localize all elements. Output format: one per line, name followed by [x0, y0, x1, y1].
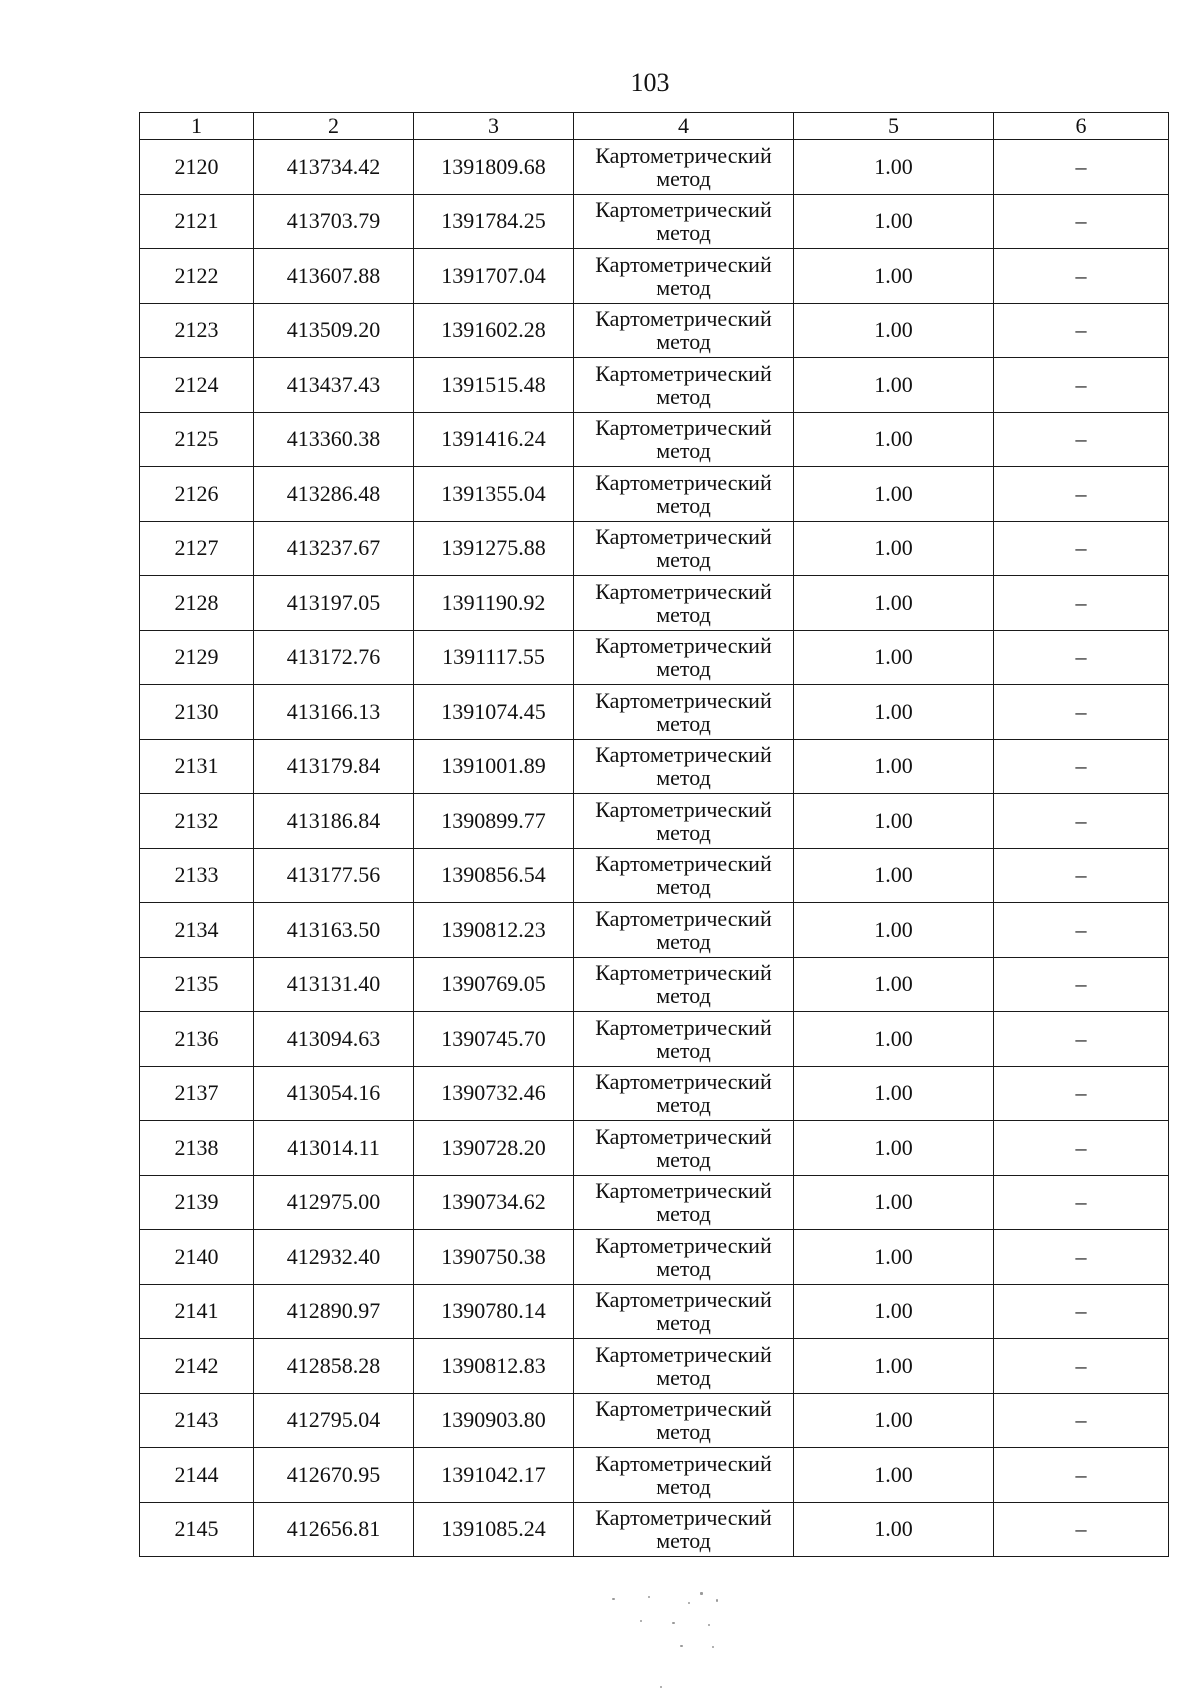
method-line-1: Картометрический: [595, 197, 772, 223]
method-cell: [574, 303, 794, 358]
note-cell: –: [994, 358, 1169, 413]
point-number-cell: 2138: [140, 1121, 254, 1176]
method-line-1: Картометрический: [595, 142, 772, 168]
method-line-1: Картометрический: [595, 1232, 772, 1258]
accuracy-value-cell: 1.00: [794, 1066, 994, 1121]
scan-speck: [672, 1622, 675, 1624]
method-cell: [574, 358, 794, 413]
method-cell: [574, 1012, 794, 1067]
x-coordinate-cell: 413237.67: [254, 521, 414, 576]
x-coordinate-cell: 413163.50: [254, 903, 414, 958]
accuracy-value-cell: 1.00: [794, 1012, 994, 1067]
method-cell: [574, 1284, 794, 1339]
note-cell: –: [994, 140, 1169, 195]
accuracy-value-cell: 1.00: [794, 1448, 994, 1503]
point-number-cell: 2122: [140, 249, 254, 304]
note-cell: –: [994, 1175, 1169, 1230]
note-cell: –: [994, 467, 1169, 522]
column-header-3: 3: [414, 113, 574, 140]
accuracy-value-cell: 1.00: [794, 794, 994, 849]
y-coordinate-cell: 1390769.05: [414, 957, 574, 1012]
method-line-1: Картометрический: [595, 960, 772, 986]
column-header-5: 5: [794, 113, 994, 140]
method-cell: [574, 412, 794, 467]
point-number-cell: 2134: [140, 903, 254, 958]
point-number-cell: 2125: [140, 412, 254, 467]
method-line-2: метод: [656, 1419, 711, 1445]
table-row: [140, 467, 1169, 522]
x-coordinate-cell: 413172.76: [254, 630, 414, 685]
method-line-2: метод: [656, 1255, 711, 1281]
x-coordinate-cell: 413014.11: [254, 1121, 414, 1176]
y-coordinate-cell: 1391042.17: [414, 1448, 574, 1503]
method-line-2: метод: [656, 220, 711, 246]
method-line-1: Картометрический: [595, 578, 772, 604]
scan-speck: [688, 1602, 690, 1604]
note-cell: –: [994, 1393, 1169, 1448]
note-cell: –: [994, 1502, 1169, 1557]
accuracy-value-cell: 1.00: [794, 576, 994, 631]
method-line-2: метод: [656, 928, 711, 954]
method-line-2: метод: [656, 656, 711, 682]
y-coordinate-cell: 1390728.20: [414, 1121, 574, 1176]
y-coordinate-cell: 1391074.45: [414, 685, 574, 740]
method-cell: [574, 521, 794, 576]
method-line-1: Картометрический: [595, 1287, 772, 1313]
method-cell: [574, 1230, 794, 1285]
table-row: [140, 1448, 1169, 1503]
method-cell: [574, 685, 794, 740]
scan-speck: [716, 1599, 718, 1602]
y-coordinate-cell: 1391275.88: [414, 521, 574, 576]
method-line-1: Картометрический: [595, 306, 772, 332]
x-coordinate-cell: 413131.40: [254, 957, 414, 1012]
x-coordinate-cell: 413734.42: [254, 140, 414, 195]
table-row: [140, 1175, 1169, 1230]
point-number-cell: 2133: [140, 848, 254, 903]
accuracy-value-cell: 1.00: [794, 739, 994, 794]
scan-speck: [708, 1624, 710, 1626]
method-line-1: Картометрический: [595, 1014, 772, 1040]
accuracy-value-cell: 1.00: [794, 521, 994, 576]
x-coordinate-cell: 412975.00: [254, 1175, 414, 1230]
method-line-2: метод: [656, 1364, 711, 1390]
method-line-1: Картометрический: [595, 1123, 772, 1149]
method-cell: [574, 1121, 794, 1176]
scan-speck: [712, 1646, 714, 1648]
method-cell: [574, 467, 794, 522]
table-row: [140, 412, 1169, 467]
note-cell: –: [994, 1012, 1169, 1067]
table-row: [140, 685, 1169, 740]
method-line-2: метод: [656, 1146, 711, 1172]
point-number-cell: 2137: [140, 1066, 254, 1121]
method-cell: [574, 903, 794, 958]
method-line-2: метод: [656, 383, 711, 409]
method-cell: [574, 1339, 794, 1394]
accuracy-value-cell: 1.00: [794, 1339, 994, 1394]
y-coordinate-cell: 1390750.38: [414, 1230, 574, 1285]
method-cell: [574, 957, 794, 1012]
x-coordinate-cell: 413509.20: [254, 303, 414, 358]
table-row: [140, 249, 1169, 304]
note-cell: –: [994, 303, 1169, 358]
method-line-1: Картометрический: [595, 687, 772, 713]
x-coordinate-cell: 412858.28: [254, 1339, 414, 1394]
point-number-cell: 2144: [140, 1448, 254, 1503]
accuracy-value-cell: 1.00: [794, 249, 994, 304]
x-coordinate-cell: 413607.88: [254, 249, 414, 304]
note-cell: –: [994, 521, 1169, 576]
method-cell: [574, 1502, 794, 1557]
note-cell: –: [994, 685, 1169, 740]
method-cell: [574, 630, 794, 685]
accuracy-value-cell: 1.00: [794, 412, 994, 467]
method-line-2: метод: [656, 329, 711, 355]
accuracy-value-cell: 1.00: [794, 467, 994, 522]
point-number-cell: 2143: [140, 1393, 254, 1448]
scan-speck: [660, 1686, 662, 1688]
table-row: [140, 903, 1169, 958]
note-cell: –: [994, 1066, 1169, 1121]
method-line-2: метод: [656, 1310, 711, 1336]
table-row: [140, 794, 1169, 849]
accuracy-value-cell: 1.00: [794, 1121, 994, 1176]
table-body: [140, 140, 1169, 1557]
method-line-1: Картометрический: [595, 1505, 772, 1531]
point-number-cell: 2136: [140, 1012, 254, 1067]
method-cell: [574, 576, 794, 631]
note-cell: –: [994, 903, 1169, 958]
accuracy-value-cell: 1.00: [794, 140, 994, 195]
x-coordinate-cell: 413197.05: [254, 576, 414, 631]
x-coordinate-cell: 412932.40: [254, 1230, 414, 1285]
method-line-2: метод: [656, 165, 711, 191]
point-number-cell: 2140: [140, 1230, 254, 1285]
table-row: [140, 140, 1169, 195]
table-row: [140, 1230, 1169, 1285]
method-line-1: Картометрический: [595, 851, 772, 877]
x-coordinate-cell: 413286.48: [254, 467, 414, 522]
method-cell: [574, 140, 794, 195]
method-line-2: метод: [656, 765, 711, 791]
note-cell: –: [994, 1121, 1169, 1176]
method-line-2: метод: [656, 1201, 711, 1227]
y-coordinate-cell: 1391190.92: [414, 576, 574, 631]
y-coordinate-cell: 1391784.25: [414, 194, 574, 249]
method-line-1: Картометрический: [595, 633, 772, 659]
note-cell: –: [994, 1448, 1169, 1503]
point-number-cell: 2123: [140, 303, 254, 358]
scan-speck: [648, 1596, 650, 1598]
point-number-cell: 2145: [140, 1502, 254, 1557]
point-number-cell: 2121: [140, 194, 254, 249]
x-coordinate-cell: 413094.63: [254, 1012, 414, 1067]
point-number-cell: 2124: [140, 358, 254, 413]
note-cell: –: [994, 630, 1169, 685]
table-row: [140, 194, 1169, 249]
method-line-1: Картометрический: [595, 1396, 772, 1422]
method-line-2: метод: [656, 274, 711, 300]
accuracy-value-cell: 1.00: [794, 685, 994, 740]
note-cell: –: [994, 739, 1169, 794]
column-header-4: 4: [574, 113, 794, 140]
accuracy-value-cell: 1.00: [794, 194, 994, 249]
method-cell: [574, 1066, 794, 1121]
note-cell: –: [994, 848, 1169, 903]
point-number-cell: 2135: [140, 957, 254, 1012]
y-coordinate-cell: 1390745.70: [414, 1012, 574, 1067]
table-row: [140, 1502, 1169, 1557]
table-row: [140, 1066, 1169, 1121]
method-line-1: Картометрический: [595, 1069, 772, 1095]
x-coordinate-cell: 413186.84: [254, 794, 414, 849]
scan-speck: [700, 1592, 703, 1595]
table-row: [140, 630, 1169, 685]
table-row: [140, 1012, 1169, 1067]
table-row: [140, 1393, 1169, 1448]
note-cell: –: [994, 249, 1169, 304]
method-line-1: Картометрический: [595, 360, 772, 386]
point-number-cell: 2131: [140, 739, 254, 794]
method-line-2: метод: [656, 1092, 711, 1118]
point-number-cell: 2130: [140, 685, 254, 740]
scan-speck: [680, 1645, 683, 1647]
x-coordinate-cell: 412795.04: [254, 1393, 414, 1448]
x-coordinate-cell: 413703.79: [254, 194, 414, 249]
table-row: [140, 521, 1169, 576]
y-coordinate-cell: 1391809.68: [414, 140, 574, 195]
method-line-1: Картометрический: [595, 1450, 772, 1476]
x-coordinate-cell: 412890.97: [254, 1284, 414, 1339]
page-number: 103: [630, 68, 670, 97]
table-row: [140, 957, 1169, 1012]
note-cell: –: [994, 1339, 1169, 1394]
x-coordinate-cell: 413437.43: [254, 358, 414, 413]
table-row: [140, 1121, 1169, 1176]
table-row: [140, 739, 1169, 794]
y-coordinate-cell: 1390734.62: [414, 1175, 574, 1230]
x-coordinate-cell: 412656.81: [254, 1502, 414, 1557]
y-coordinate-cell: 1390732.46: [414, 1066, 574, 1121]
point-number-cell: 2132: [140, 794, 254, 849]
scan-speck: [640, 1620, 642, 1622]
method-cell: [574, 1393, 794, 1448]
accuracy-value-cell: 1.00: [794, 1393, 994, 1448]
y-coordinate-cell: 1390903.80: [414, 1393, 574, 1448]
accuracy-value-cell: 1.00: [794, 303, 994, 358]
y-coordinate-cell: 1391355.04: [414, 467, 574, 522]
y-coordinate-cell: 1390899.77: [414, 794, 574, 849]
table-row: [140, 848, 1169, 903]
point-number-cell: 2120: [140, 140, 254, 195]
method-line-2: метод: [656, 438, 711, 464]
accuracy-value-cell: 1.00: [794, 1230, 994, 1285]
method-line-2: метод: [656, 819, 711, 845]
method-cell: [574, 1448, 794, 1503]
accuracy-value-cell: 1.00: [794, 630, 994, 685]
coordinates-table: [139, 112, 1169, 1557]
column-header-6: 6: [994, 113, 1169, 140]
table-row: [140, 1284, 1169, 1339]
x-coordinate-cell: 413179.84: [254, 739, 414, 794]
note-cell: –: [994, 794, 1169, 849]
scan-speck: [612, 1598, 615, 1600]
method-line-2: метод: [656, 874, 711, 900]
column-header-1: 1: [140, 113, 254, 140]
note-cell: –: [994, 1230, 1169, 1285]
table-row: [140, 358, 1169, 413]
accuracy-value-cell: 1.00: [794, 957, 994, 1012]
y-coordinate-cell: 1391117.55: [414, 630, 574, 685]
accuracy-value-cell: 1.00: [794, 358, 994, 413]
method-cell: [574, 1175, 794, 1230]
header-row: [140, 113, 1169, 140]
method-line-2: метод: [656, 1528, 711, 1554]
accuracy-value-cell: 1.00: [794, 1502, 994, 1557]
y-coordinate-cell: 1391602.28: [414, 303, 574, 358]
x-coordinate-cell: 413054.16: [254, 1066, 414, 1121]
table-row: [140, 1339, 1169, 1394]
method-line-1: Картометрический: [595, 1178, 772, 1204]
method-line-1: Картометрический: [595, 796, 772, 822]
point-number-cell: 2141: [140, 1284, 254, 1339]
point-number-cell: 2142: [140, 1339, 254, 1394]
y-coordinate-cell: 1391001.89: [414, 739, 574, 794]
method-line-2: метод: [656, 1473, 711, 1499]
point-number-cell: 2139: [140, 1175, 254, 1230]
method-line-1: Картометрический: [595, 905, 772, 931]
y-coordinate-cell: 1390780.14: [414, 1284, 574, 1339]
note-cell: –: [994, 576, 1169, 631]
y-coordinate-cell: 1390856.54: [414, 848, 574, 903]
accuracy-value-cell: 1.00: [794, 1284, 994, 1339]
method-cell: [574, 739, 794, 794]
method-cell: [574, 794, 794, 849]
method-line-1: Картометрический: [595, 524, 772, 550]
table-row: [140, 576, 1169, 631]
method-line-1: Картометрический: [595, 415, 772, 441]
column-header-2: 2: [254, 113, 414, 140]
note-cell: –: [994, 194, 1169, 249]
y-coordinate-cell: 1390812.83: [414, 1339, 574, 1394]
method-line-2: метод: [656, 492, 711, 518]
method-line-2: метод: [656, 547, 711, 573]
point-number-cell: 2129: [140, 630, 254, 685]
method-line-2: метод: [656, 983, 711, 1009]
method-line-2: метод: [656, 710, 711, 736]
x-coordinate-cell: 413166.13: [254, 685, 414, 740]
y-coordinate-cell: 1391707.04: [414, 249, 574, 304]
method-cell: [574, 848, 794, 903]
table-row: [140, 303, 1169, 358]
y-coordinate-cell: 1391416.24: [414, 412, 574, 467]
point-number-cell: 2128: [140, 576, 254, 631]
method-line-2: метод: [656, 601, 711, 627]
method-line-1: Картометрический: [595, 251, 772, 277]
note-cell: –: [994, 412, 1169, 467]
x-coordinate-cell: 413360.38: [254, 412, 414, 467]
accuracy-value-cell: 1.00: [794, 848, 994, 903]
x-coordinate-cell: 412670.95: [254, 1448, 414, 1503]
accuracy-value-cell: 1.00: [794, 903, 994, 958]
point-number-cell: 2126: [140, 467, 254, 522]
method-cell: [574, 249, 794, 304]
y-coordinate-cell: 1391085.24: [414, 1502, 574, 1557]
point-number-cell: 2127: [140, 521, 254, 576]
y-coordinate-cell: 1390812.23: [414, 903, 574, 958]
note-cell: –: [994, 957, 1169, 1012]
method-cell: [574, 194, 794, 249]
method-line-1: Картометрический: [595, 469, 772, 495]
accuracy-value-cell: 1.00: [794, 1175, 994, 1230]
note-cell: –: [994, 1284, 1169, 1339]
method-line-1: Картометрический: [595, 1341, 772, 1367]
x-coordinate-cell: 413177.56: [254, 848, 414, 903]
method-line-1: Картометрический: [595, 742, 772, 768]
y-coordinate-cell: 1391515.48: [414, 358, 574, 413]
method-line-2: метод: [656, 1037, 711, 1063]
